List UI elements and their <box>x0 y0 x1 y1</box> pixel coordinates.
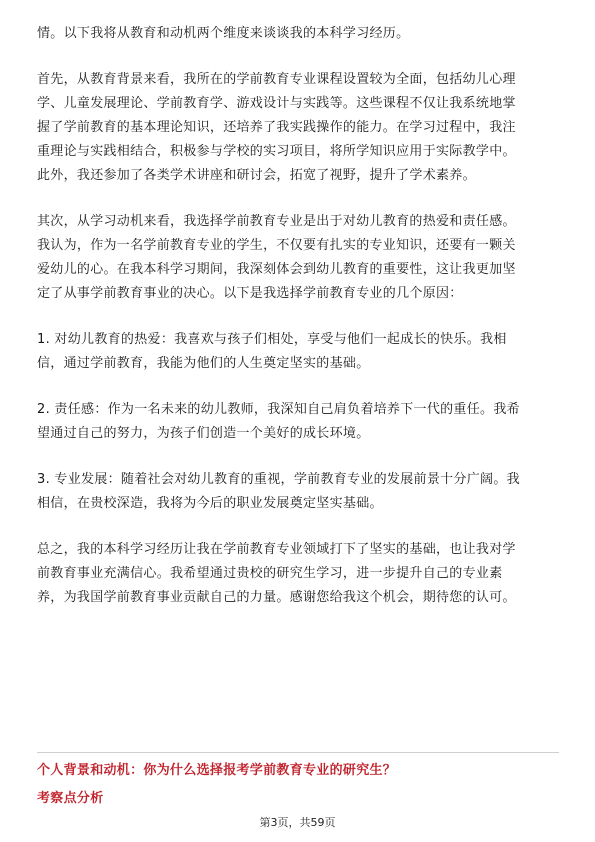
text-line: 情。以下我将从教育和动机两个维度来谈谈我的本科学习经历。 <box>37 26 410 41</box>
text-line: 学、儿童发展理论、学前教育学、游戏设计与实践等。这些课程不仅让我系统地掌 <box>37 96 516 111</box>
text-line: 望通过自己的努力，为孩子们创造一个美好的成长环境。 <box>37 426 370 441</box>
text-line: 重理论与实践相结合，积极参与学校的实习项目，将所学知识应用于实际教学中。 <box>37 144 516 159</box>
text-line: 此外，我还参加了各类学术讲座和研讨会，拓宽了视野，提升了学术素养。 <box>37 168 476 183</box>
text-line: 握了学前教育的基本理论知识，还培养了我实践操作的能力。在学习过程中，我注 <box>37 120 516 135</box>
text-line: 定了从事学前教育事业的决心。以下是我选择学前教育专业的几个原因： <box>37 286 463 301</box>
text-line: 3. 专业发展：随着社会对幼儿教育的重视，学前教育专业的发展前景十分广阔。我 <box>37 472 520 487</box>
text-line: 1. 对幼儿教育的热爱：我喜欢与孩子们相处，享受与他们一起成长的快乐。我相 <box>37 332 507 347</box>
paragraph <box>37 22 559 46</box>
paragraph <box>37 398 559 446</box>
paragraph <box>37 468 559 516</box>
page-footer: 第3页，共59页 <box>259 816 336 829</box>
paragraph <box>37 210 559 306</box>
text-line: 前教育事业充满信心。我希望通过贵校的研究生学习，进一步提升自己的专业素 <box>37 566 503 581</box>
question-heading: 个人背景和动机：你为什么选择报考学前教育专业的研究生？ <box>37 763 397 778</box>
text-line: 首先，从教育背景来看，我所在的学前教育专业课程设置较为全面，包括幼儿心理 <box>37 72 516 87</box>
text-line: 信，通过学前教育，我能为他们的人生奠定坚实的基础。 <box>37 356 370 371</box>
paragraph <box>37 538 559 610</box>
text-line: 相信，在贵校深造，我将为今后的职业发展奠定坚实基础。 <box>37 496 383 511</box>
text-line: 养，为我国学前教育事业贡献自己的力量。感谢您给我这个机会，期待您的认可。 <box>37 590 516 605</box>
text-line: 爱幼儿的心。在我本科学习期间，我深刻体会到幼儿教育的重要性，这让我更加坚 <box>37 262 516 277</box>
paragraph <box>37 68 559 188</box>
text-line: 2. 责任感：作为一名未来的幼儿教师，我深知自己肩负着培养下一代的重任。我希 <box>37 402 520 417</box>
text-line: 其次，从学习动机来看，我选择学前教育专业是出于对幼儿教育的热爱和责任感。 <box>37 214 516 229</box>
analysis-heading: 考察点分析 <box>37 791 104 806</box>
text-line: 总之，我的本科学习经历让我在学前教育专业领域打下了坚实的基础，也让我对学 <box>37 542 516 557</box>
paragraph <box>37 328 559 376</box>
body-text <box>37 22 559 632</box>
text-line: 我认为，作为一名学前教育专业的学生，不仅要有扎实的专业知识，还要有一颗关 <box>37 238 516 253</box>
section-divider <box>37 752 559 753</box>
